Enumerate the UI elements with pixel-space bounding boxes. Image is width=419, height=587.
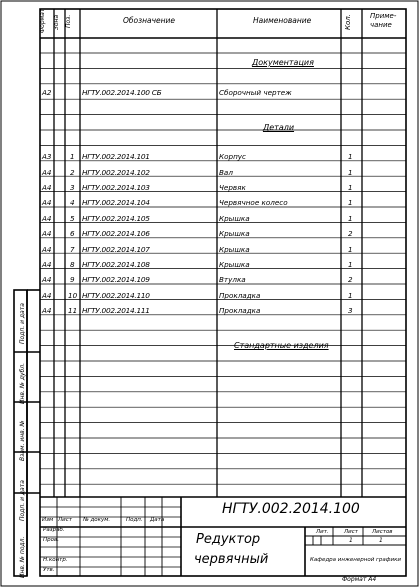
row-position: 6	[70, 229, 75, 238]
header-designation: Обозначение	[123, 16, 176, 25]
row-quantity: 1	[348, 245, 353, 254]
row-format: А4	[42, 214, 52, 223]
row-designation: НГТУ.002.2014.101	[82, 152, 150, 161]
row-position: 5	[70, 214, 75, 223]
stamp-title-line1: Редуктор	[196, 532, 261, 547]
row-name: Крышка	[219, 214, 250, 223]
row-designation: НГТУ.002.2014.111	[82, 306, 150, 315]
stamp-col-podp: Подп.	[126, 517, 143, 523]
row-quantity: 1	[348, 152, 353, 161]
row-format: А4	[42, 245, 52, 254]
row-designation: НГТУ.002.2014.106	[82, 229, 150, 238]
row-format: А4	[42, 260, 52, 269]
stamp-department: Кафедра инженерной графики	[310, 557, 401, 563]
row-format: А4	[42, 183, 52, 192]
row-designation: НГТУ.002.2014.103	[82, 183, 150, 192]
stamp-prov: Пров.	[43, 537, 59, 543]
row-quantity: 3	[348, 306, 353, 315]
header-qty: Кол.	[344, 14, 352, 30]
row-position: 3	[70, 183, 75, 192]
row-position: 7	[70, 245, 75, 254]
stamp-col-doc: № докум.	[83, 517, 111, 523]
stamp-lit: Лит.	[316, 529, 329, 535]
row-quantity: 1	[348, 183, 353, 192]
stamp-razrab: Разраб.	[43, 527, 65, 533]
stamp-col-izm: Изм	[42, 517, 54, 523]
row-position: 2	[70, 168, 75, 177]
row-designation: НГТУ.002.2014.102	[82, 168, 150, 177]
stamp-col-list: Лист	[58, 517, 72, 523]
row-format: А2	[42, 88, 52, 97]
row-format: А4	[42, 291, 52, 300]
row-designation: НГТУ.002.2014.107	[82, 245, 150, 254]
row-name: Втулка	[219, 275, 246, 284]
row-designation: НГТУ.002.2014.108	[82, 260, 150, 269]
row-position: 10	[68, 291, 78, 300]
row-designation: НГТУ.002.2014.100 СБ	[82, 88, 162, 97]
row-name: Червяк	[219, 183, 246, 192]
side-podp-data-1: Подп. и дата	[19, 303, 26, 344]
row-format: А4	[42, 198, 52, 207]
row-position: 4	[70, 198, 75, 207]
row-format: А4	[42, 168, 52, 177]
row-quantity: 2	[348, 275, 353, 284]
row-format: А4	[42, 306, 52, 315]
row-name: Сборочный чертеж	[219, 88, 292, 97]
side-podp-data-2: Подп. и дата	[19, 480, 26, 521]
row-name: Вал	[219, 168, 233, 177]
row-name: Крышка	[219, 245, 250, 254]
stamp-code: НГТУ.002.2014.100	[222, 501, 360, 517]
stamp-list-value: 1	[349, 537, 353, 544]
row-position: 1	[70, 152, 75, 161]
row-name: Прокладка	[219, 291, 261, 300]
header-zone: Зона	[53, 14, 60, 30]
row-position: 8	[70, 260, 75, 269]
section-standard: Стандартные изделия	[234, 341, 329, 350]
row-name: Прокладка	[219, 306, 261, 315]
row-designation: НГТУ.002.2014.104	[82, 198, 150, 207]
row-name: Крышка	[219, 229, 250, 238]
row-quantity: 1	[348, 168, 353, 177]
header-name: Наименование	[253, 16, 312, 25]
stamp-listov: Листов	[372, 529, 393, 535]
stamp-list: Лист	[344, 529, 358, 535]
stamp-col-data: Дата	[150, 517, 165, 523]
row-quantity: 2	[348, 229, 353, 238]
side-inv-podl: Инв. № подл.	[19, 536, 26, 578]
side-inv-dubl: Инв. № дубл.	[19, 362, 26, 404]
row-designation: НГТУ.002.2014.110	[82, 291, 150, 300]
row-designation: НГТУ.002.2014.105	[82, 214, 150, 223]
side-vzam-inv: Взам. инв. №	[19, 420, 26, 461]
header-pos: Поз.	[65, 14, 72, 28]
row-format: А3	[42, 152, 52, 161]
section-details: Детали	[263, 123, 295, 132]
header-note: Приме- чание	[370, 12, 397, 30]
stamp-n-kontr: Н.контр.	[43, 557, 68, 563]
row-format: А4	[42, 275, 52, 284]
stamp-utv: Утв.	[43, 567, 55, 573]
row-name: Корпус	[219, 152, 246, 161]
row-format: А4	[42, 229, 52, 238]
row-name: Червячное колесо	[219, 198, 288, 207]
row-quantity: 1	[348, 214, 353, 223]
row-position: 11	[68, 306, 78, 315]
row-quantity: 1	[348, 291, 353, 300]
section-documentation: Документация	[252, 58, 314, 67]
row-name: Крышка	[219, 260, 250, 269]
row-position: 9	[70, 275, 75, 284]
stamp-title-line2: червячный	[194, 552, 269, 567]
stamp-listov-value: 1	[379, 537, 383, 544]
page-border	[1, 1, 418, 586]
row-designation: НГТУ.002.2014.109	[82, 275, 150, 284]
header-format: Формат	[39, 8, 46, 33]
stamp-format: Формат А4	[342, 576, 377, 583]
row-quantity: 1	[348, 198, 353, 207]
row-quantity: 1	[348, 260, 353, 269]
